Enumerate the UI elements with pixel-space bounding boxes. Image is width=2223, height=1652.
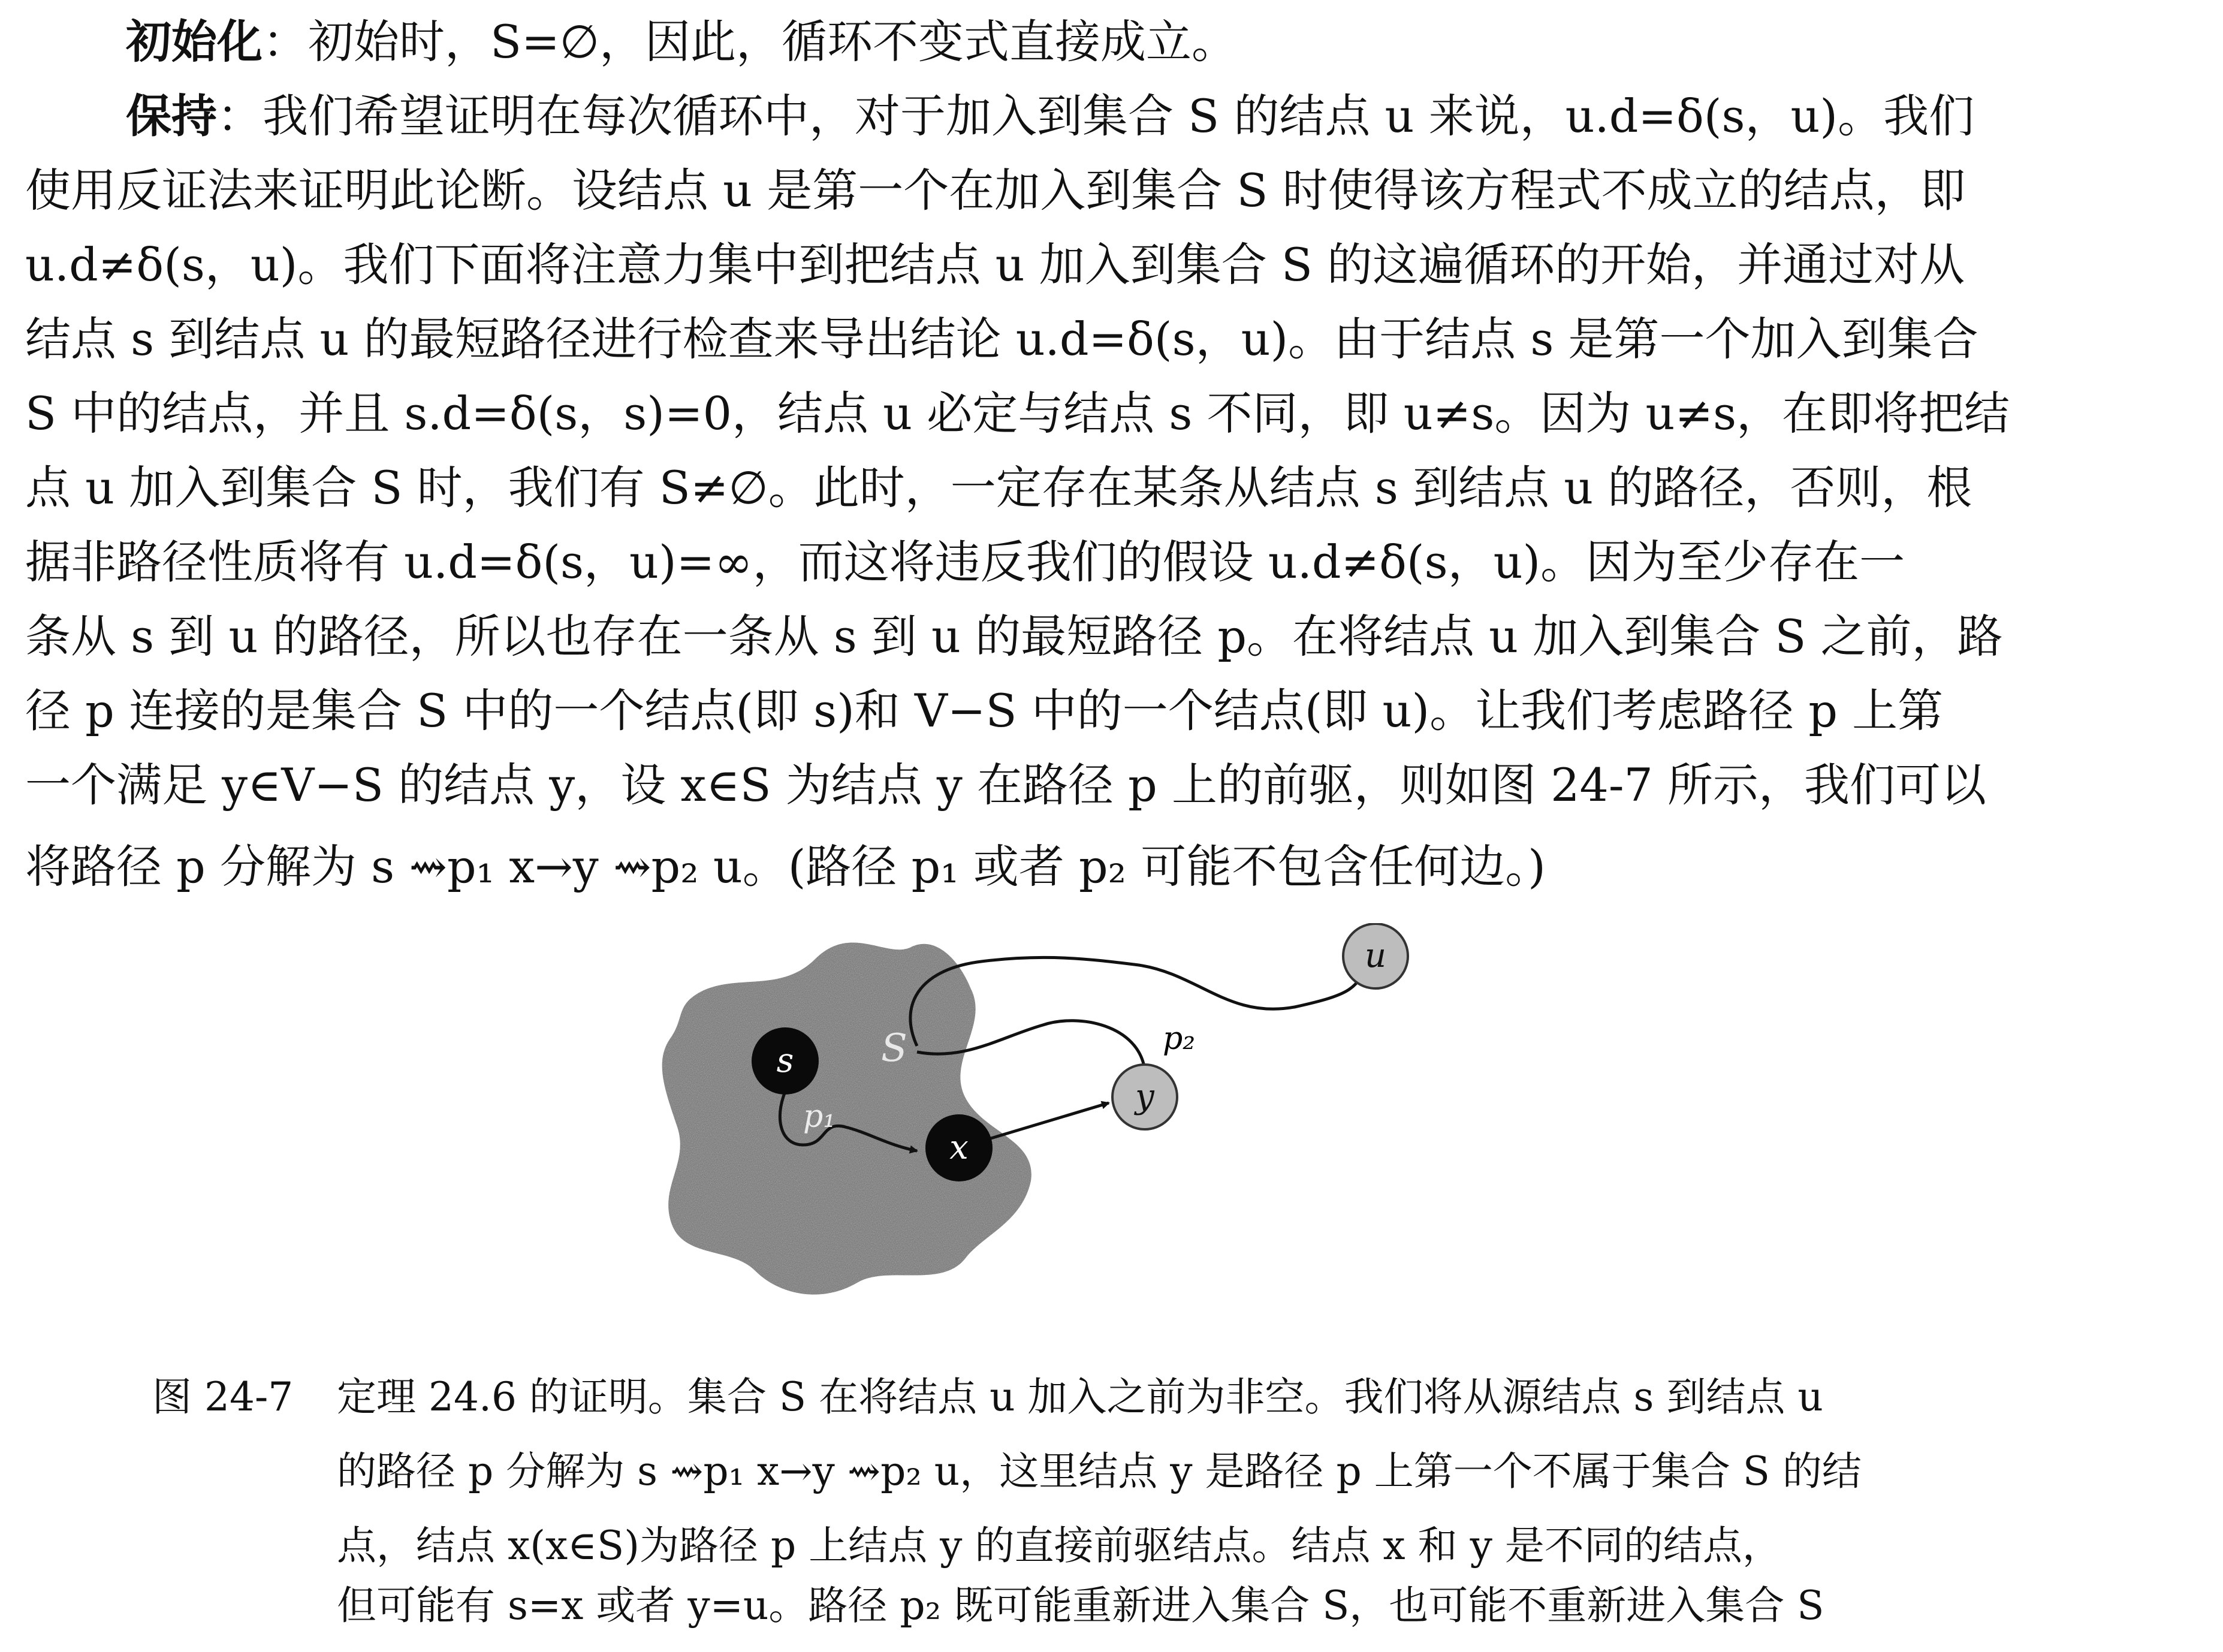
body-line: S 中的结点，并且 s.d=δ(s，s)=0，结点 u 必定与结点 s 不同，即 u≠s。因为 u≠s，在即将把结 [25, 387, 2010, 440]
caption-line: 的路径 p 分解为 s ⇝p₁ x→y ⇝p₂ u，这里结点 y 是路径 p 上第一个不属于集合 S 的结 [337, 1448, 1862, 1494]
node-x [925, 1114, 993, 1181]
body-line: 据非路径性质将有 u.d=δ(s，u)=∞，而这将违反我们的假设 u.d≠δ(s，u)。因为至少存在一 [25, 535, 1905, 589]
figure-24-7 [659, 923, 1528, 1319]
body-line: 一个满足 y∈V−S 的结点 y，设 x∈S 为结点 y 在路径 p 上的前驱，则如图 24-7 所示，我们可以 [25, 758, 1987, 812]
caption-line: 定理 24.6 的证明。集合 S 在将结点 u 加入之前为非空。我们将从源结点 s 到结点 u [337, 1374, 1823, 1420]
caption-line: 点，结点 x(x∈S)为路径 p 上结点 y 的直接前驱结点。结点 x 和 y 是不同的结点， [337, 1523, 1782, 1569]
paragraph-maintenance-first-line [126, 88, 2133, 145]
caption-line: 但可能有 s=x 或者 y=u。路径 p₂ 既可能重新进入集合 S，也可能不重新进入集合 S [337, 1582, 1824, 1629]
body-line: 使用反证法来证明此论断。设结点 u 是第一个在加入到集合 S 时使得该方程式不成立的结点，即 [25, 164, 1966, 217]
node-u [1343, 924, 1408, 988]
node-x-label: x [949, 1128, 969, 1167]
body-line: 结点 s 到结点 u 的最短路径进行检查来导出结论 u.d=δ(s，u)。由于结点 s 是第一个加入到集合 [25, 312, 1978, 366]
node-u-label: u [1364, 936, 1387, 975]
body-line: 径 p 连接的是集合 S 中的一个结点(即 s)和 V−S 中的一个结点(即 u)。让我们考虑路径 p 上第 [25, 684, 1944, 737]
caption-label: 图 24-7 [152, 1374, 294, 1420]
body-line: 点 u 加入到集合 S 时，我们有 S≠∅。此时，一定存在某条从结点 s 到结点 u 的路径，否则，根 [25, 461, 1972, 514]
set-s-region [662, 943, 1031, 1295]
body-line: u.d≠δ(s，u)。我们下面将注意力集中到把结点 u 加入到集合 S 的这遍循环的开始，并通过对从 [25, 238, 1965, 291]
initialization-text: ：初始时，S=∅，因此，循环不变式直接成立。 [263, 15, 1237, 68]
path-p2-label: p₂ [1163, 1021, 1196, 1057]
path-p1-label: p₁ [803, 1099, 836, 1135]
initialization-label: 初始化 [126, 15, 263, 68]
maintenance-label: 保持 [126, 89, 217, 143]
path-p2-edge [910, 957, 1367, 1046]
maintenance-text: ：我们希望证明在每次循环中，对于加入到集合 S 的结点 u 来说，u.d=δ(s，u)。我们 [217, 89, 1975, 143]
set-s-label: S [881, 1026, 907, 1071]
node-y [1112, 1065, 1177, 1129]
body-line: 将路径 p 分解为 s ⇝p₁ x→y ⇝p₂ u。(路径 p₁ 或者 p₂ 可能不包含任何边。) [25, 840, 1546, 893]
node-y-label: y [1135, 1077, 1154, 1116]
paragraph-initialization [126, 13, 2133, 71]
node-s-label: s [776, 1041, 794, 1080]
node-s [752, 1027, 819, 1095]
body-line: 条从 s 到 u 的路径，所以也存在一条从 s 到 u 的最短路径 p。在将结点 u 加入到集合 S 之前，路 [25, 610, 2003, 663]
